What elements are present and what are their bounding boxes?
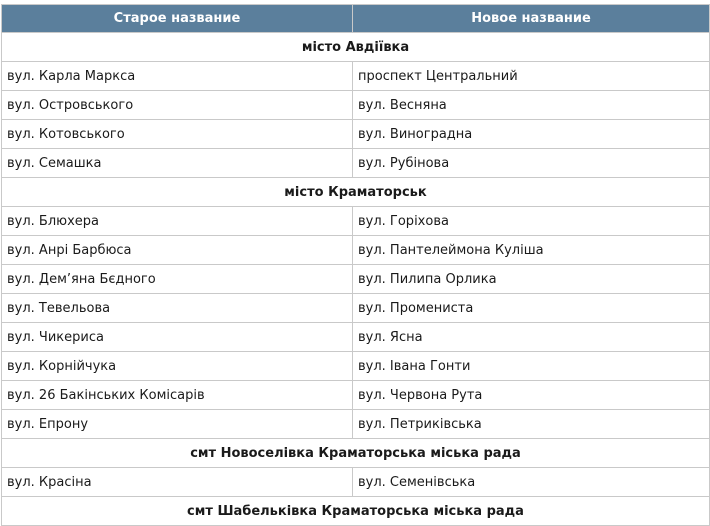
new-name-cell: вул. Горіхова <box>353 207 710 236</box>
section-title: місто Краматорськ <box>2 178 710 207</box>
table-row <box>2 91 710 120</box>
table-row <box>2 265 710 294</box>
table-row <box>2 149 710 178</box>
table-header-row <box>2 5 710 33</box>
old-name-cell: вул. Карла Маркса <box>2 62 353 91</box>
table-row <box>2 381 710 410</box>
table-row <box>2 294 710 323</box>
table-row <box>2 62 710 91</box>
section-row <box>2 439 710 468</box>
old-name-cell: вул. Красіна <box>2 468 353 497</box>
new-name-cell: проспект Центральний <box>353 62 710 91</box>
section-row <box>2 33 710 62</box>
header-old-name: Старое название <box>2 5 353 33</box>
table-row <box>2 207 710 236</box>
old-name-cell: вул. Анрі Барбюса <box>2 236 353 265</box>
table-row <box>2 352 710 381</box>
street-rename-table <box>1 4 710 526</box>
old-name-cell: вул. Блюхера <box>2 207 353 236</box>
table-row <box>2 410 710 439</box>
new-name-cell: вул. Семенівська <box>353 468 710 497</box>
new-name-cell: вул. Рубінова <box>353 149 710 178</box>
old-name-cell: вул. Островського <box>2 91 353 120</box>
old-name-cell: вул. Епрону <box>2 410 353 439</box>
new-name-cell: вул. Пантелеймона Куліша <box>353 236 710 265</box>
header-new-name: Новое название <box>353 5 710 33</box>
table-row <box>2 468 710 497</box>
section-row <box>2 497 710 526</box>
new-name-cell: вул. Пилипа Орлика <box>353 265 710 294</box>
old-name-cell: вул. Корнійчука <box>2 352 353 381</box>
old-name-cell: вул. Тевельова <box>2 294 353 323</box>
old-name-cell: вул. Дем’яна Бєдного <box>2 265 353 294</box>
section-title: місто Авдіївка <box>2 33 710 62</box>
new-name-cell: вул. Червона Рута <box>353 381 710 410</box>
table-row <box>2 120 710 149</box>
new-name-cell: вул. Івана Гонти <box>353 352 710 381</box>
section-title: смт Новоселівка Краматорська міська рада <box>2 439 710 468</box>
old-name-cell: вул. Котовського <box>2 120 353 149</box>
section-row <box>2 178 710 207</box>
new-name-cell: вул. Весняна <box>353 91 710 120</box>
new-name-cell: вул. Петриківська <box>353 410 710 439</box>
old-name-cell: вул. Семашка <box>2 149 353 178</box>
new-name-cell: вул. Виноградна <box>353 120 710 149</box>
old-name-cell: вул. Чикериса <box>2 323 353 352</box>
new-name-cell: вул. Промениста <box>353 294 710 323</box>
new-name-cell: вул. Ясна <box>353 323 710 352</box>
table-row <box>2 236 710 265</box>
old-name-cell: вул. 26 Бакінських Комісарів <box>2 381 353 410</box>
table-row <box>2 323 710 352</box>
section-title: смт Шабельківка Краматорська міська рада <box>2 497 710 526</box>
